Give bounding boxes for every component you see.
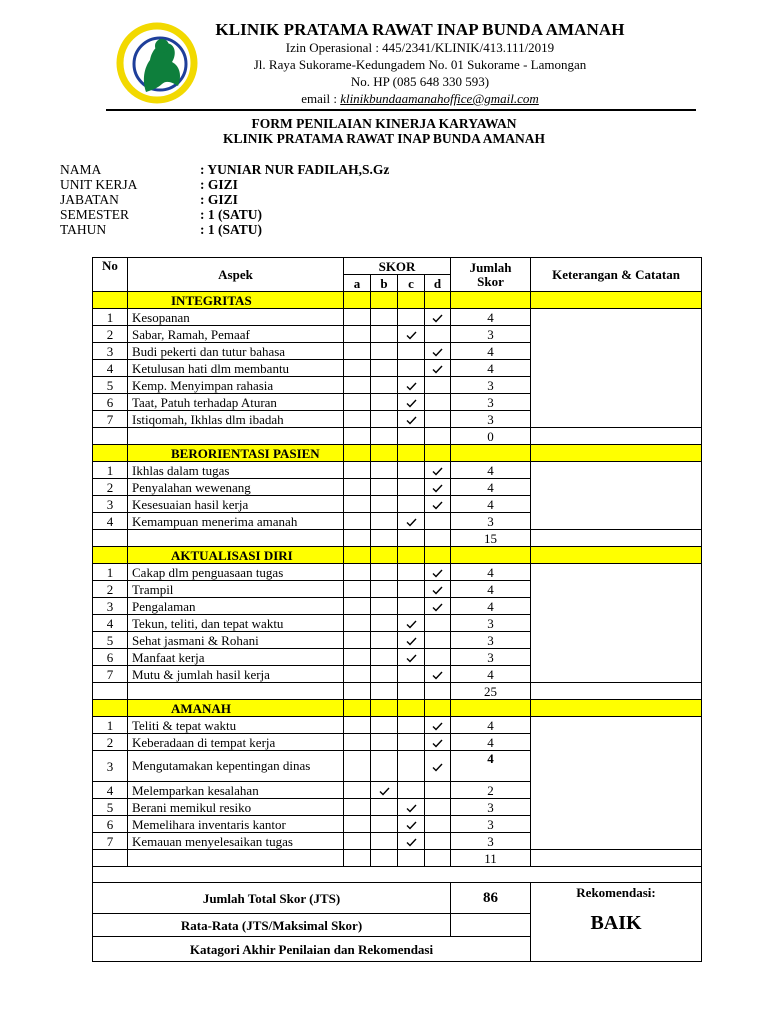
score-cell-a <box>344 816 371 833</box>
score-cell-c <box>398 632 425 649</box>
score-cell-c <box>398 309 425 326</box>
row-aspek: Ketulusan hati dlm membantu <box>128 360 344 377</box>
form-title-line-2: KLINIK PRATAMA RAWAT INAP BUNDA AMANAH <box>223 131 545 146</box>
checkmark-icon <box>406 654 417 663</box>
row-no: 1 <box>93 717 128 734</box>
score-cell-d <box>425 496 451 513</box>
checkmark-icon <box>432 586 443 595</box>
score-cell-b <box>371 816 398 833</box>
checkmark-icon <box>379 787 390 796</box>
score-cell-d <box>425 816 451 833</box>
header-a: a <box>344 275 371 292</box>
score-cell-d <box>425 632 451 649</box>
score-cell-a <box>344 360 371 377</box>
section-title: INTEGRITAS <box>128 292 344 309</box>
checkmark-icon <box>432 348 443 357</box>
score-cell-c <box>398 598 425 615</box>
score-cell-a <box>344 751 371 782</box>
row-skor: 4 <box>451 717 531 734</box>
row-aspek: Berani memikul resiko <box>128 799 344 816</box>
checkmark-icon <box>432 739 443 748</box>
section-row <box>93 445 702 462</box>
row-no: 2 <box>93 479 128 496</box>
row-no: 4 <box>93 360 128 377</box>
checkmark-icon <box>432 314 443 323</box>
row-skor: 3 <box>451 377 531 394</box>
rekomendasi-cell <box>531 883 702 962</box>
subtotal-row <box>93 683 702 700</box>
clinic-name: KLINIK PRATAMA RAWAT INAP BUNDA AMANAH <box>215 20 625 39</box>
info-label: SEMESTER <box>60 207 130 222</box>
section-title: AKTUALISASI DIRI <box>128 547 344 564</box>
row-no: 6 <box>93 816 128 833</box>
section-title: BERORIENTASI PASIEN <box>128 445 344 462</box>
row-skor: 2 <box>451 782 531 799</box>
score-cell-c <box>398 377 425 394</box>
header-c: c <box>398 275 425 292</box>
row-skor: 4 <box>451 751 531 782</box>
checkmark-icon <box>432 569 443 578</box>
score-cell-d <box>425 799 451 816</box>
score-cell-b <box>371 496 398 513</box>
score-cell-c <box>398 666 425 683</box>
row-no: 2 <box>93 581 128 598</box>
row-skor: 4 <box>451 360 531 377</box>
row-skor: 4 <box>451 564 531 581</box>
row-no: 2 <box>93 734 128 751</box>
score-cell-a <box>344 615 371 632</box>
score-cell-a <box>344 411 371 428</box>
row-skor: 3 <box>451 326 531 343</box>
info-label: NAMA <box>60 162 102 177</box>
score-cell-a <box>344 717 371 734</box>
row-aspek: Trampil <box>128 581 344 598</box>
checkmark-icon <box>406 838 417 847</box>
row-skor: 3 <box>451 394 531 411</box>
score-cell-c <box>398 394 425 411</box>
checkmark-icon <box>432 671 443 680</box>
score-cell-d <box>425 649 451 666</box>
score-cell-b <box>371 734 398 751</box>
score-cell-d <box>425 564 451 581</box>
info-value: : GIZI <box>200 177 238 192</box>
header-d: d <box>425 275 451 292</box>
score-cell-a <box>344 309 371 326</box>
checkmark-icon <box>432 722 443 731</box>
score-cell-a <box>344 649 371 666</box>
row-aspek: Keberadaan di tempat kerja <box>128 734 344 751</box>
section-subtotal: 25 <box>451 683 531 700</box>
rekomendasi-value: BAIK <box>590 912 642 934</box>
score-cell-b <box>371 360 398 377</box>
clinic-logo-icon <box>116 22 198 104</box>
row-no: 4 <box>93 513 128 530</box>
jts-label: Jumlah Total Skor (JTS) <box>93 883 451 914</box>
score-cell-c <box>398 496 425 513</box>
rata-label: Rata-Rata (JTS/Maksimal Skor) <box>93 914 451 937</box>
row-aspek: Manfaat kerja <box>128 649 344 666</box>
info-row <box>60 222 560 237</box>
header-jumlah-skor <box>451 258 531 292</box>
table-row <box>93 717 702 734</box>
row-aspek: Mengutamakan kepentingan dinas <box>128 751 344 782</box>
row-skor: 3 <box>451 816 531 833</box>
email-line <box>200 91 640 107</box>
checkmark-icon <box>432 467 443 476</box>
row-aspek: Taat, Patuh terhadap Aturan <box>128 394 344 411</box>
score-cell-c <box>398 343 425 360</box>
score-cell-b <box>371 343 398 360</box>
score-cell-d <box>425 751 451 782</box>
score-cell-d <box>425 377 451 394</box>
row-no: 6 <box>93 394 128 411</box>
score-cell-d <box>425 513 451 530</box>
row-no: 3 <box>93 343 128 360</box>
row-aspek: Ikhlas dalam tugas <box>128 462 344 479</box>
score-cell-d <box>425 666 451 683</box>
form-title <box>0 116 768 146</box>
row-skor: 4 <box>451 598 531 615</box>
address-line: Jl. Raya Sukorame-Kedungadem No. 01 Sukorame - Lamongan <box>253 57 587 72</box>
score-cell-c <box>398 782 425 799</box>
row-skor: 3 <box>451 632 531 649</box>
checkmark-icon <box>406 620 417 629</box>
row-no: 7 <box>93 833 128 850</box>
score-cell-d <box>425 615 451 632</box>
letterhead <box>108 18 638 110</box>
header-divider <box>106 109 696 111</box>
section-subtotal: 0 <box>451 428 531 445</box>
info-row <box>60 192 560 207</box>
score-cell-d <box>425 598 451 615</box>
subtotal-row <box>93 850 702 867</box>
score-cell-c <box>398 360 425 377</box>
score-cell-c <box>398 479 425 496</box>
section-row <box>93 700 702 717</box>
score-cell-d <box>425 326 451 343</box>
row-aspek: Cakap dlm penguasaan tugas <box>128 564 344 581</box>
score-cell-c <box>398 799 425 816</box>
score-cell-a <box>344 394 371 411</box>
form-title-line-1: FORM PENILAIAN KINERJA KARYAWAN <box>251 116 517 131</box>
assessment-table <box>92 257 702 962</box>
row-aspek: Sabar, Ramah, Pemaaf <box>128 326 344 343</box>
row-no: 7 <box>93 411 128 428</box>
score-cell-a <box>344 799 371 816</box>
row-skor: 3 <box>451 411 531 428</box>
row-aspek: Budi pekerti dan tutur bahasa <box>128 343 344 360</box>
email-label: email : <box>301 91 337 106</box>
rekomendasi-label: Rekomendasi: <box>576 885 656 900</box>
row-no: 4 <box>93 615 128 632</box>
row-skor: 4 <box>451 479 531 496</box>
score-cell-b <box>371 581 398 598</box>
score-cell-b <box>371 309 398 326</box>
email-link[interactable]: klinikbundaamanahoffice@gmail.com <box>340 91 539 106</box>
row-no: 4 <box>93 782 128 799</box>
checkmark-icon <box>406 637 417 646</box>
score-cell-a <box>344 343 371 360</box>
score-cell-b <box>371 751 398 782</box>
score-cell-b <box>371 615 398 632</box>
score-cell-d <box>425 581 451 598</box>
checkmark-icon <box>432 763 443 772</box>
checkmark-icon <box>432 501 443 510</box>
score-cell-b <box>371 799 398 816</box>
row-no: 6 <box>93 649 128 666</box>
row-skor: 3 <box>451 513 531 530</box>
checkmark-icon <box>406 331 417 340</box>
row-skor: 4 <box>451 581 531 598</box>
score-cell-d <box>425 343 451 360</box>
score-cell-c <box>398 615 425 632</box>
phone-line: No. HP (085 648 330 593) <box>350 74 490 89</box>
table-row <box>93 564 702 581</box>
header-jumlah-line-1: Jumlah <box>469 259 512 275</box>
row-skor: 3 <box>451 649 531 666</box>
score-cell-c <box>398 411 425 428</box>
row-aspek: Memelihara inventaris kantor <box>128 816 344 833</box>
score-cell-c <box>398 326 425 343</box>
keterangan-cell <box>531 717 702 850</box>
score-cell-d <box>425 360 451 377</box>
kategori-label: Katagori Akhir Penilaian dan Rekomendasi <box>93 937 531 962</box>
score-cell-d <box>425 479 451 496</box>
score-cell-d <box>425 462 451 479</box>
score-cell-a <box>344 564 371 581</box>
keterangan-cell <box>531 564 702 683</box>
score-cell-a <box>344 479 371 496</box>
table-row <box>93 309 702 326</box>
row-no: 7 <box>93 666 128 683</box>
score-cell-a <box>344 734 371 751</box>
row-aspek: Melemparkan kesalahan <box>128 782 344 799</box>
row-no: 5 <box>93 377 128 394</box>
info-value: : 1 (SATU) <box>200 222 262 237</box>
row-aspek: Kemp. Menyimpan rahasia <box>128 377 344 394</box>
section-row <box>93 292 702 309</box>
row-no: 3 <box>93 751 128 782</box>
score-cell-a <box>344 462 371 479</box>
score-cell-b <box>371 479 398 496</box>
row-skor: 3 <box>451 799 531 816</box>
score-cell-d <box>425 734 451 751</box>
score-cell-d <box>425 717 451 734</box>
jts-value: 86 <box>451 883 531 914</box>
score-cell-c <box>398 751 425 782</box>
keterangan-cell <box>531 462 702 530</box>
score-cell-a <box>344 833 371 850</box>
row-aspek: Sehat jasmani & Rohani <box>128 632 344 649</box>
score-cell-a <box>344 496 371 513</box>
score-cell-b <box>371 598 398 615</box>
header-keterangan: Keterangan & Catatan <box>531 258 702 292</box>
row-skor: 4 <box>451 309 531 326</box>
score-cell-b <box>371 666 398 683</box>
score-cell-a <box>344 666 371 683</box>
score-cell-b <box>371 462 398 479</box>
header-b: b <box>371 275 398 292</box>
employee-info <box>60 162 560 237</box>
score-cell-a <box>344 598 371 615</box>
score-cell-c <box>398 581 425 598</box>
score-cell-b <box>371 717 398 734</box>
row-skor: 4 <box>451 734 531 751</box>
row-aspek: Istiqomah, Ikhlas dlm ibadah <box>128 411 344 428</box>
row-skor: 3 <box>451 833 531 850</box>
score-cell-c <box>398 717 425 734</box>
header-skor: SKOR <box>344 258 451 275</box>
score-cell-d <box>425 394 451 411</box>
row-aspek: Mutu & jumlah hasil kerja <box>128 666 344 683</box>
row-aspek: Kemampuan menerima amanah <box>128 513 344 530</box>
checkmark-icon <box>432 365 443 374</box>
rata-value <box>451 914 531 937</box>
score-cell-b <box>371 782 398 799</box>
section-title: AMANAH <box>128 700 344 717</box>
score-cell-c <box>398 734 425 751</box>
header-aspek: Aspek <box>128 258 344 292</box>
score-cell-a <box>344 377 371 394</box>
header-no: No <box>93 258 128 292</box>
checkmark-icon <box>432 484 443 493</box>
checkmark-icon <box>406 821 417 830</box>
checkmark-icon <box>406 416 417 425</box>
score-cell-b <box>371 649 398 666</box>
row-skor: 4 <box>451 343 531 360</box>
score-cell-b <box>371 394 398 411</box>
info-label: JABATAN <box>60 192 119 207</box>
score-cell-b <box>371 326 398 343</box>
score-cell-c <box>398 833 425 850</box>
row-skor: 3 <box>451 615 531 632</box>
row-skor: 4 <box>451 666 531 683</box>
keterangan-cell <box>531 309 702 428</box>
score-cell-c <box>398 649 425 666</box>
score-cell-d <box>425 782 451 799</box>
row-no: 3 <box>93 496 128 513</box>
score-cell-c <box>398 816 425 833</box>
checkmark-icon <box>406 518 417 527</box>
score-cell-c <box>398 513 425 530</box>
info-value: : GIZI <box>200 192 238 207</box>
checkmark-icon <box>406 804 417 813</box>
info-row <box>60 162 560 177</box>
spacer-row <box>93 867 702 883</box>
score-cell-c <box>398 564 425 581</box>
subtotal-row <box>93 530 702 547</box>
info-row <box>60 177 560 192</box>
info-value: : 1 (SATU) <box>200 207 262 222</box>
checkmark-icon <box>432 603 443 612</box>
row-no: 5 <box>93 799 128 816</box>
score-cell-b <box>371 632 398 649</box>
section-subtotal: 15 <box>451 530 531 547</box>
checkmark-icon <box>406 399 417 408</box>
score-cell-a <box>344 581 371 598</box>
row-no: 5 <box>93 632 128 649</box>
row-aspek: Kesopanan <box>128 309 344 326</box>
score-cell-d <box>425 833 451 850</box>
score-cell-a <box>344 513 371 530</box>
row-skor: 4 <box>451 496 531 513</box>
score-cell-a <box>344 326 371 343</box>
row-aspek: Pengalaman <box>128 598 344 615</box>
subtotal-row <box>93 428 702 445</box>
score-cell-b <box>371 833 398 850</box>
row-aspek: Teliti & tepat waktu <box>128 717 344 734</box>
header-jumlah-line-2: Skor <box>477 273 504 289</box>
score-cell-b <box>371 564 398 581</box>
license-line: Izin Operasional : 445/2341/KLINIK/413.111/2019 <box>285 40 555 55</box>
score-cell-a <box>344 782 371 799</box>
score-cell-d <box>425 309 451 326</box>
section-row <box>93 547 702 564</box>
score-cell-b <box>371 377 398 394</box>
table-row <box>93 462 702 479</box>
score-cell-a <box>344 632 371 649</box>
row-skor: 4 <box>451 462 531 479</box>
score-cell-b <box>371 513 398 530</box>
score-cell-d <box>425 411 451 428</box>
info-value: : YUNIAR NUR FADILAH,S.Gz <box>200 162 390 177</box>
row-aspek: Kesesuaian hasil kerja <box>128 496 344 513</box>
score-cell-c <box>398 462 425 479</box>
row-no: 3 <box>93 598 128 615</box>
checkmark-icon <box>406 382 417 391</box>
row-aspek: Tekun, teliti, dan tepat waktu <box>128 615 344 632</box>
row-no: 1 <box>93 462 128 479</box>
row-no: 2 <box>93 326 128 343</box>
row-no: 1 <box>93 564 128 581</box>
info-label: UNIT KERJA <box>60 177 138 192</box>
score-cell-b <box>371 411 398 428</box>
info-label: TAHUN <box>60 222 107 237</box>
row-aspek: Penyalahan wewenang <box>128 479 344 496</box>
row-aspek: Kemauan menyelesaikan tugas <box>128 833 344 850</box>
section-subtotal: 11 <box>451 850 531 867</box>
row-no: 1 <box>93 309 128 326</box>
info-row <box>60 207 560 222</box>
